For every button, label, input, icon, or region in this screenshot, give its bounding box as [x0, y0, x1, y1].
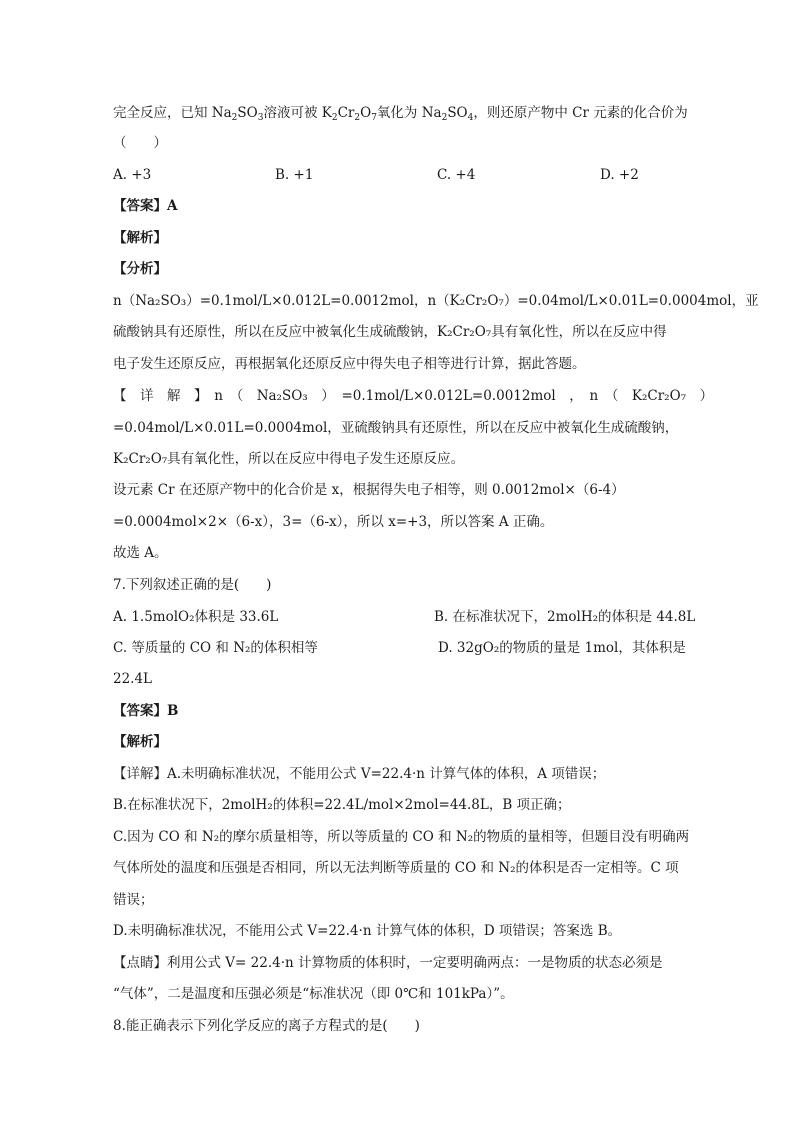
- q7-option-d: D. 32gO₂的物质的量是 1mol，其体积是: [438, 640, 686, 656]
- q6-conclusion: 故选 A。: [113, 545, 168, 561]
- q8-stem: 8.能正确表示下列化学反应的离子方程式的是( ): [113, 1018, 420, 1034]
- q7-stem: 7.下列叙述正确的是( ): [113, 577, 272, 593]
- q6-stem-part: SO: [447, 105, 468, 121]
- q7-option-d-continued: 22.4L: [113, 671, 153, 687]
- q6-detail-line-1: 【 详 解 】 n （ Na₂SO₃ ） =0.1mol/L×0.012L=0.0012mol ， n （ K₂Cr₂O₇ ）: [113, 388, 714, 404]
- q6-detail-line-4: 设元素 Cr 在还原产物中的化合价是 x，根据得失电子相等，则 0.0012mol×（6-4）: [113, 482, 625, 498]
- q6-stem-part: Cr: [337, 105, 355, 121]
- q7-option-c: C. 等质量的 CO 和 N₂的体积相等: [113, 640, 318, 656]
- q6-detail-line-5: =0.0004mol×2×（6-x），3=（6-x），所以 x=+3，所以答案 A 正确。: [113, 514, 554, 530]
- q6-analysis-line-2: 硫酸钠具有还原性，所以在反应中被氧化生成硫酸钠，K₂Cr₂O₇具有氧化性，所以在反应中得: [113, 324, 667, 340]
- q7-answer: 【答案】B: [113, 703, 179, 719]
- q7-detail-line-2: B.在标准状况下，2molH₂的体积=22.4L/mol×2mol=44.8L，B 项正确；: [113, 797, 571, 813]
- q6-stem-part: 完全反应，已知 Na: [113, 105, 232, 121]
- q6-paren: （ ）: [113, 135, 167, 151]
- q7-detail-line-5: 错误；: [113, 892, 154, 908]
- q6-fenxi-heading: 【分析】: [113, 261, 167, 277]
- q7-detail-line-4: 气体所处的温度和压强是否相同，所以无法判断等质量的 CO 和 N₂的体积是否一定相等。C 项: [113, 860, 679, 876]
- q6-stem-part: ，则还原产物中 Cr 元素的化合价为: [473, 105, 688, 121]
- q6-option-a: A. +3: [113, 167, 152, 183]
- q6-stem-part: O: [360, 105, 372, 121]
- q7-analysis-heading: 【解析】: [113, 734, 167, 750]
- q7-tip-line-1: 【点睛】利用公式 V= 22.4·n 计算物质的体积时，一定要明确两点：一是物质的状态必须是: [113, 955, 663, 971]
- q6-analysis-heading: 【解析】: [113, 230, 167, 246]
- q6-detail-line-3: K₂Cr₂O₇具有氧化性，所以在反应中得电子发生还原反应。: [113, 451, 465, 467]
- q6-option-b: B. +1: [275, 167, 314, 183]
- q6-stem-part: 溶液可被 K: [263, 105, 332, 121]
- q6-answer: 【答案】A: [113, 198, 178, 214]
- q6-analysis-line-3: 电子发生还原反应，再根据氧化还原反应中得失电子相等进行计算，据此答题。: [113, 356, 586, 372]
- q7-detail-line-3: C.因为 CO 和 N₂的摩尔质量相等，所以等质量的 CO 和 N₂的物质的量相等，但题目没有明确两: [113, 829, 690, 845]
- q7-detail-line-6: D.未明确标准状况，不能用公式 V=22.4·n 计算气体的体积，D 项错误；答案选 B。: [113, 923, 622, 939]
- q7-detail-line-1: 【详解】A.未明确标准状况，不能用公式 V=22.4·n 计算气体的体积，A 项错误；: [113, 766, 606, 782]
- q6-stem-part: 氧化为 Na: [376, 105, 442, 121]
- q6-analysis-line-1: n（Na₂SO₃）=0.1mol/L×0.012L=0.0012mol，n（K₂Cr₂O₇）=0.04mol/L×0.01L=0.0004mol，亚: [113, 293, 759, 309]
- q6-option-c: C. +4: [437, 167, 476, 183]
- q7-option-a: A. 1.5molO₂体积是 33.6L: [113, 609, 279, 625]
- q7-tip-line-2: “气体”，二是温度和压强必须是“标准状况（即 0℃和 101kPa）”。: [113, 986, 514, 1002]
- q6-detail-line-2: =0.04mol/L×0.01L=0.0004mol，亚硫酸钠具有还原性，所以在反应中被氧化生成硫酸钠，: [113, 420, 679, 436]
- q6-stem-part: SO: [237, 105, 258, 121]
- q6-option-d: D. +2: [600, 167, 639, 183]
- q6-stem: 完全反应，已知 $Na_2SO_3$溶液可被 $K_2Cr_2O_7$氧化为 $Na_2SO_4$，则还原产物中 Cr 元素的化合价为: [113, 105, 688, 123]
- q7-option-b: B. 在标准状况下，2molH₂的体积是 44.8L: [434, 609, 696, 625]
